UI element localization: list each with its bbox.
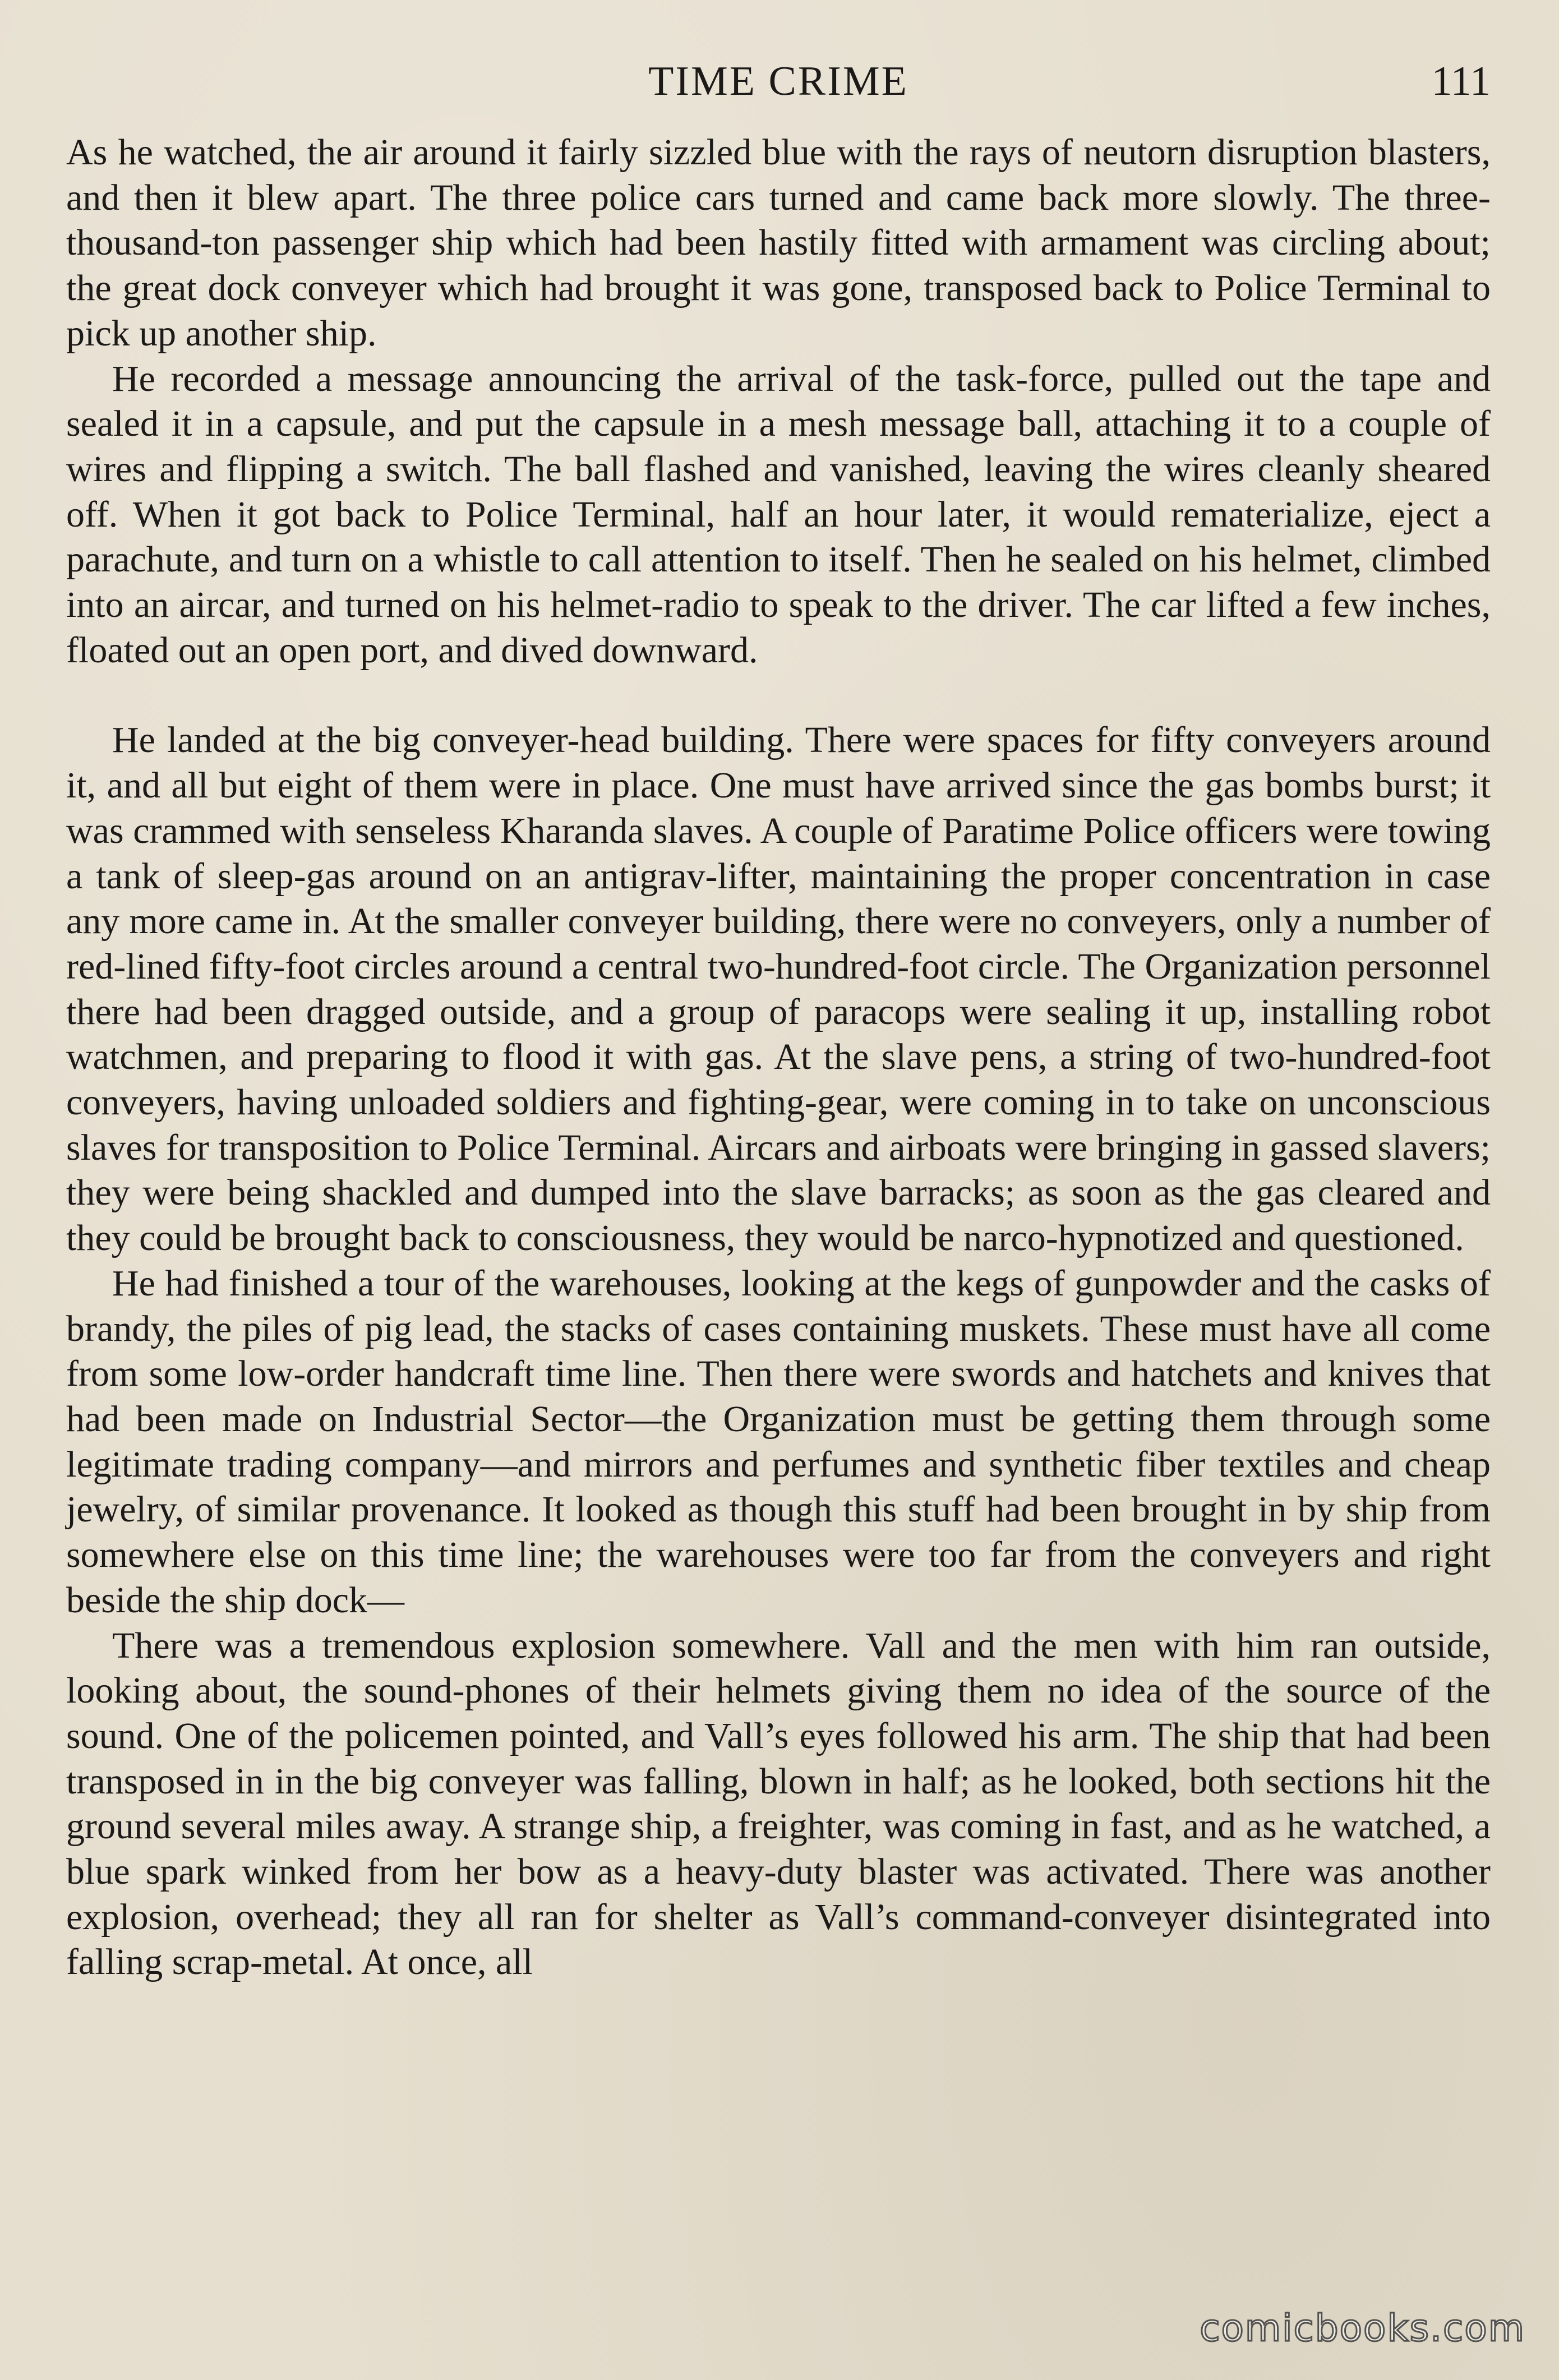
paragraph: He recorded a message announcing the arrival of the task-force, pulled out the tape and sealed it in a capsule, and put the capsule in a mesh message ball, attaching it to a couple of wires and flipping a switch. The ball flashed and vanished, leaving the wires cleanly sheared off. When it got back to Police Terminal, half an hour later, it would rematerialize, eject a parachute, and turn on a whistle to call attention to itself. Then he sealed on his helmet, climbed into an aircar, and turned on his helmet-radio to speak to the driver. The car lifted a few inches, floated out an open port, and dived downward. xyxy=(66,358,1491,671)
paragraph: He landed at the big conveyer-head building. There were spaces for fifty conveyers around it, and all but eight of them were in place. One must have arrived since the gas bombs burst; it was crammed with senseless Kharanda slaves. A couple of Paratime Police officers were towing a tank of sleep-gas around on an antigrav-lifter, maintaining the proper concentration in case any more came in. At the smaller conveyer building, there were no conveyers, only a number of red-lined fifty-foot circles around a central two-hundred-foot circle. The Organization personnel there had been dragged outside, and a group of paracops were sealing it up, installing robot watchmen, and preparing to flood it with gas. At the slave pens, a string of two-hundred-foot conveyers, having unloaded soldiers and fighting-gear, were coming in to take on unconscious slaves for transposition to Police Terminal. Aircars and airboats were bringing in gassed slavers; they were being shackled and dumped into the slave barracks; as soon as the gas cleared and they could be brought back to consciousness, they would be narco-hypnotized and questioned. xyxy=(66,719,1491,1259)
page-header xyxy=(66,56,1491,107)
paragraph: As he watched, the air around it fairly sizzled blue with the rays of neutorn disruption blasters, and then it blew apart. The three police cars turned and came back more slowly. The three-thousand-ton passenger ship which had been hastily fitted with armament was circling about; the great dock conveyer which had brought it was gone, transposed back to Police Terminal to pick up another ship. xyxy=(66,132,1491,354)
body-text xyxy=(66,130,1491,1985)
paragraph: There was a tremendous explosion somewhere. Vall and the men with him ran outside, looking about, the sound-phones of their helmets giving them no idea of the source of the sound. One of the policemen pointed, and Vall’s eyes followed his arm. The ship that had been transposed in in the big conveyer was falling, blown in half; as he looked, both sections hit the ground several miles away. A strange ship, a freighter, was coming in fast, and as he watched, a blue spark winked from her bow as a heavy-duty blaster was activated. There was another explosion, overhead; they all ran for shelter as Vall’s command-conveyer disintegrated into falling scrap-metal. At once, all xyxy=(66,1625,1491,1983)
paragraph: He had finished a tour of the warehouses, looking at the kegs of gunpowder and the casks of brandy, the piles of pig lead, the stacks of cases containing muskets. These must have all come from some low-order handcraft time line. Then there were swords and hatchets and knives that had been made on Industrial Sector—the Organization must be getting them through some legitimate trading company—and mirrors and perfumes and synthetic fiber textiles and cheap jewelry, of similar provenance. It looked as though this stuff had been brought in by ship from somewhere else on this time line; the warehouses were too far from the conveyers and right beside the ship dock— xyxy=(66,1262,1491,1621)
running-head: TIME CRIME xyxy=(648,58,908,104)
page-number: 111 xyxy=(1431,58,1491,104)
watermark: comicbooks.com xyxy=(1200,2307,1525,2350)
